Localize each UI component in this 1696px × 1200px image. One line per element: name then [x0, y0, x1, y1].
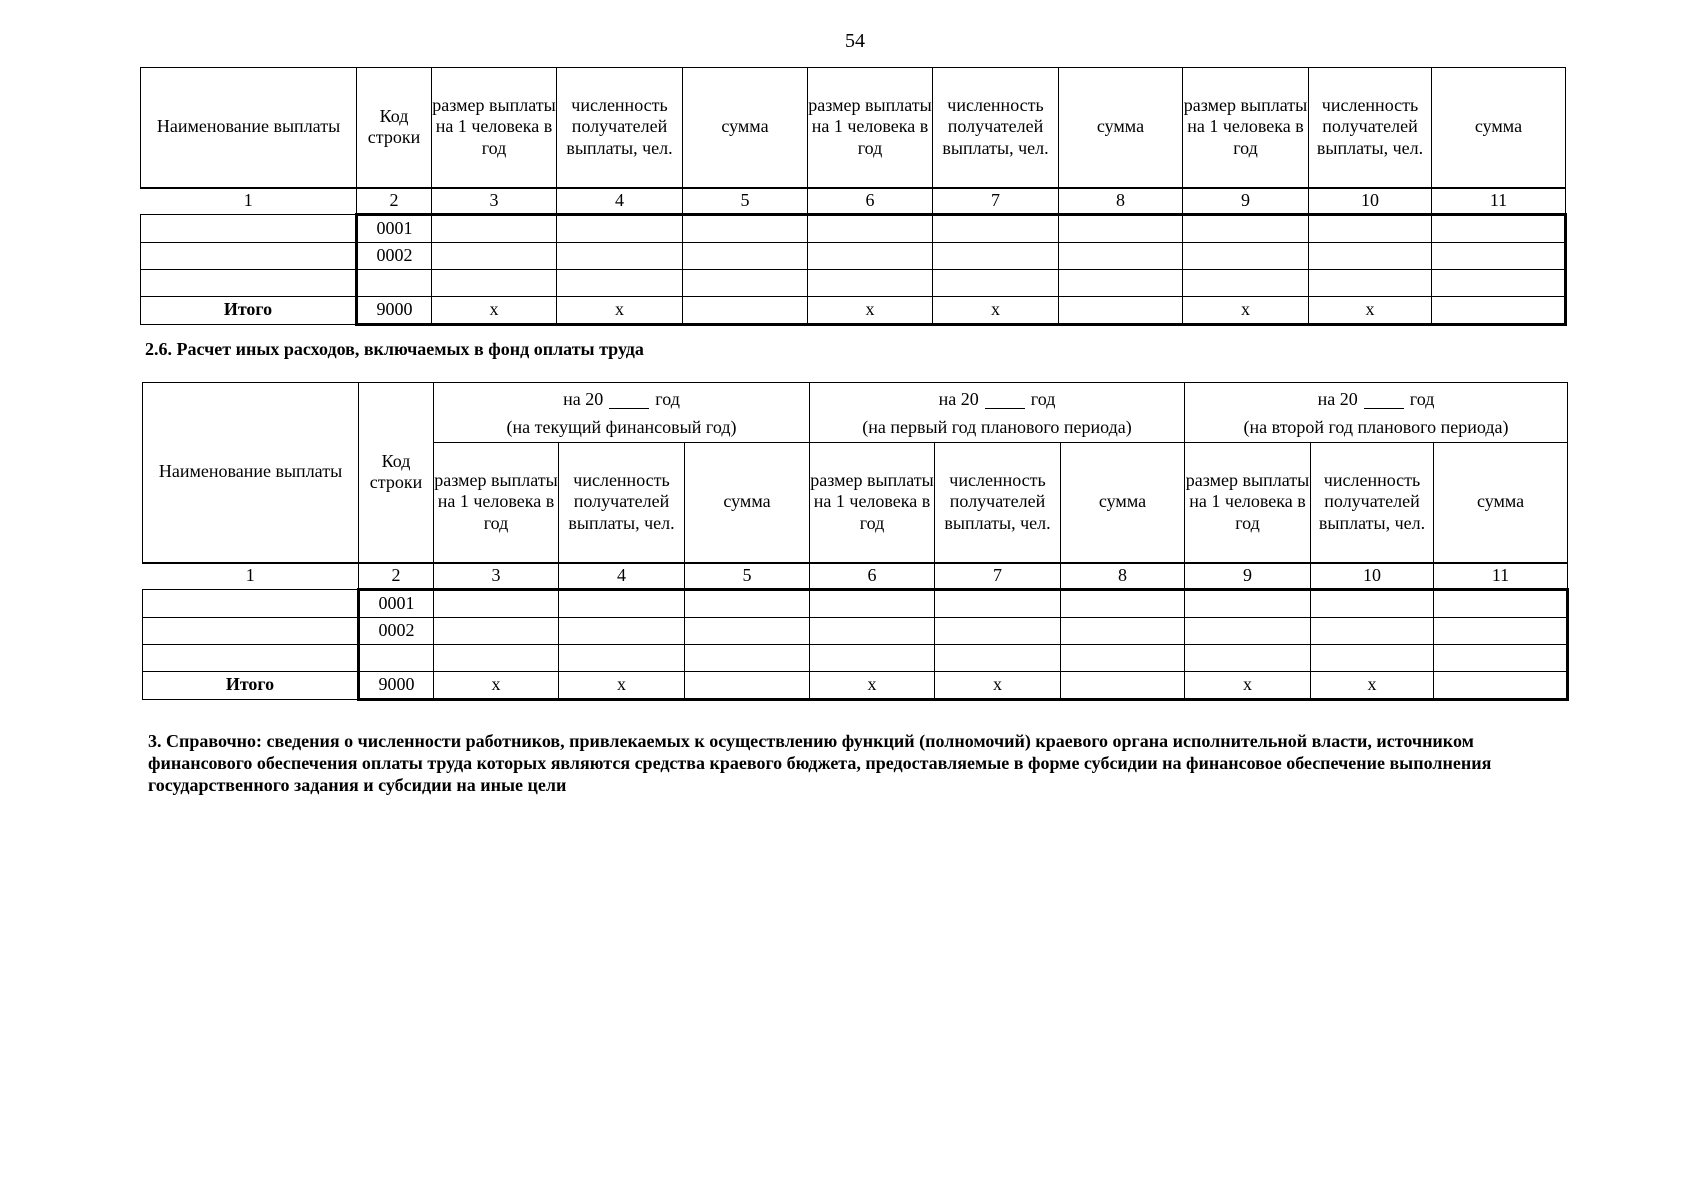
data-cell[interactable]: [1309, 242, 1432, 269]
column-header-recipients: численность получателей выплаты, чел.: [1309, 68, 1432, 188]
data-cell[interactable]: [557, 214, 683, 242]
payment-name-cell[interactable]: [141, 214, 357, 242]
period-header-row: [143, 383, 1568, 443]
data-cell[interactable]: [432, 269, 557, 296]
data-cell[interactable]: [1434, 589, 1568, 617]
x-mark: x: [1309, 296, 1432, 324]
payment-name-cell[interactable]: [141, 269, 357, 296]
column-number: 11: [1432, 188, 1566, 215]
column-number: 9: [1185, 563, 1311, 590]
data-cell[interactable]: [933, 269, 1059, 296]
column-number: 4: [557, 188, 683, 215]
column-number: 6: [808, 188, 933, 215]
x-mark: x: [810, 671, 935, 699]
data-cell[interactable]: [434, 589, 559, 617]
x-mark: x: [434, 671, 559, 699]
data-cell[interactable]: [1061, 644, 1185, 671]
data-cell[interactable]: [557, 269, 683, 296]
column-number: 1: [143, 563, 359, 590]
payment-name-cell[interactable]: [141, 242, 357, 269]
column-number: 8: [1059, 188, 1183, 215]
period-year-prefix: на 20: [1317, 388, 1358, 409]
data-cell[interactable]: [1432, 214, 1566, 242]
data-cell[interactable]: [1185, 644, 1311, 671]
data-cell[interactable]: [933, 214, 1059, 242]
x-mark: x: [935, 671, 1061, 699]
column-header-rate: размер выплаты на 1 человека в год: [434, 443, 559, 563]
data-cell[interactable]: [935, 589, 1061, 617]
column-header-sum: сумма: [1061, 443, 1185, 563]
data-cell[interactable]: [810, 644, 935, 671]
data-cell[interactable]: [935, 617, 1061, 644]
year-blank[interactable]: [985, 392, 1025, 409]
x-mark: x: [432, 296, 557, 324]
x-mark: x: [1185, 671, 1311, 699]
column-number: 7: [935, 563, 1061, 590]
data-cell[interactable]: [1183, 269, 1309, 296]
table-row: [143, 617, 1568, 644]
total-row: [141, 296, 1566, 324]
column-header-recipients: численность получателей выплаты, чел.: [933, 68, 1059, 188]
data-cell[interactable]: [1432, 269, 1566, 296]
data-cell[interactable]: [1185, 617, 1311, 644]
column-header-sum: сумма: [1434, 443, 1568, 563]
data-cell[interactable]: [685, 617, 810, 644]
x-mark: x: [808, 296, 933, 324]
column-header-recipients: численность получателей выплаты, чел.: [935, 443, 1061, 563]
column-number: 2: [359, 563, 434, 590]
data-cell[interactable]: [559, 617, 685, 644]
section-2-6-title: 2.6. Расчет иных расходов, включаемых в фонд оплаты труда: [145, 339, 644, 359]
column-header-recipients: численность получателей выплаты, чел.: [1311, 443, 1434, 563]
total-sum-cell[interactable]: [1061, 671, 1185, 699]
payment-name-cell[interactable]: [143, 589, 359, 617]
column-header-sum: сумма: [1432, 68, 1566, 188]
total-sum-cell[interactable]: [683, 296, 808, 324]
total-sum-cell[interactable]: [1432, 296, 1566, 324]
column-number: 6: [810, 563, 935, 590]
data-cell[interactable]: [1185, 589, 1311, 617]
column-header-code: Код строки: [357, 68, 432, 188]
column-number: 5: [685, 563, 810, 590]
data-cell[interactable]: [1311, 617, 1434, 644]
total-sum-cell[interactable]: [1434, 671, 1568, 699]
column-header-sum: сумма: [685, 443, 810, 563]
data-cell[interactable]: [935, 644, 1061, 671]
period-year-prefix: на 20: [563, 388, 604, 409]
column-number: 11: [1434, 563, 1568, 590]
data-cell[interactable]: [434, 617, 559, 644]
period-subtitle: (на первый год планового периода): [862, 416, 1132, 437]
period-subtitle: (на второй год планового периода): [1243, 416, 1509, 437]
data-cell[interactable]: [1061, 589, 1185, 617]
data-cell[interactable]: [1309, 214, 1432, 242]
table-row: [141, 242, 1566, 269]
data-cell[interactable]: [1311, 589, 1434, 617]
table-row: [143, 644, 1568, 671]
period-header-first-plan: [810, 383, 1185, 443]
column-header-rate: размер выплаты на 1 человека в год: [1185, 443, 1311, 563]
table-header-row: [141, 68, 1566, 188]
total-label: Итого: [143, 671, 359, 699]
column-number: 9: [1183, 188, 1309, 215]
table-row: [141, 269, 1566, 296]
column-number: 10: [1309, 188, 1432, 215]
column-header-recipients: численность получателей выплаты, чел.: [559, 443, 685, 563]
total-sum-cell[interactable]: [1059, 296, 1183, 324]
column-header-recipients: численность получателей выплаты, чел.: [557, 68, 683, 188]
period-subtitle: (на текущий финансовый год): [506, 416, 737, 437]
data-cell[interactable]: [1311, 644, 1434, 671]
data-cell[interactable]: [557, 242, 683, 269]
period-year-suffix: год: [655, 388, 680, 409]
total-sum-cell[interactable]: [685, 671, 810, 699]
column-number: 7: [933, 188, 1059, 215]
page-number: 54: [845, 30, 865, 52]
data-cell[interactable]: [434, 644, 559, 671]
column-number: 3: [432, 188, 557, 215]
x-mark: x: [1183, 296, 1309, 324]
period-year-suffix: год: [1409, 388, 1435, 409]
column-number: 1: [141, 188, 357, 215]
payments-table-continued: [140, 67, 1567, 326]
column-number-row: [141, 188, 1566, 215]
data-cell[interactable]: [1059, 242, 1183, 269]
data-cell[interactable]: [1183, 242, 1309, 269]
data-cell[interactable]: [683, 242, 808, 269]
data-cell[interactable]: [808, 214, 933, 242]
column-header-rate: размер выплаты на 1 человека в год: [432, 68, 557, 188]
column-number: 2: [357, 188, 432, 215]
column-number: 8: [1061, 563, 1185, 590]
data-cell[interactable]: [933, 242, 1059, 269]
other-expenses-table: [142, 382, 1569, 701]
data-cell[interactable]: [1432, 242, 1566, 269]
data-cell[interactable]: [1434, 644, 1568, 671]
year-blank[interactable]: [609, 392, 649, 409]
total-code: 9000: [357, 296, 432, 324]
row-code-cell: [357, 269, 432, 296]
row-code-cell: 0001: [357, 214, 432, 242]
column-header-sum: сумма: [1059, 68, 1183, 188]
column-header-rate: размер выплаты на 1 человека в год: [808, 68, 933, 188]
data-cell[interactable]: [1061, 617, 1185, 644]
column-header-code: Код строки: [359, 383, 434, 563]
total-label: Итого: [141, 296, 357, 324]
data-cell[interactable]: [559, 644, 685, 671]
row-code-cell: 0001: [359, 589, 434, 617]
data-cell[interactable]: [559, 589, 685, 617]
data-cell[interactable]: [683, 214, 808, 242]
total-code: 9000: [359, 671, 434, 699]
period-header-current: [434, 383, 810, 443]
table-row: [141, 214, 1566, 242]
payment-name-cell[interactable]: [143, 644, 359, 671]
row-code-cell: [359, 644, 434, 671]
column-header-name: Наименование выплаты: [143, 383, 359, 563]
payment-name-cell[interactable]: [143, 617, 359, 644]
column-header-rate: размер выплаты на 1 человека в год: [1183, 68, 1309, 188]
data-cell[interactable]: [810, 617, 935, 644]
row-code-cell: 0002: [357, 242, 432, 269]
table-row: [143, 589, 1568, 617]
column-number: 3: [434, 563, 559, 590]
data-cell[interactable]: [808, 242, 933, 269]
column-number: 4: [559, 563, 685, 590]
column-number: 10: [1311, 563, 1434, 590]
column-header-sum: сумма: [683, 68, 808, 188]
total-row: [143, 671, 1568, 699]
period-header-second-plan: [1185, 383, 1568, 443]
x-mark: x: [933, 296, 1059, 324]
data-cell[interactable]: [1434, 617, 1568, 644]
year-blank[interactable]: [1364, 392, 1404, 409]
data-cell[interactable]: [683, 269, 808, 296]
data-cell[interactable]: [1309, 269, 1432, 296]
data-cell[interactable]: [432, 214, 557, 242]
period-year-prefix: на 20: [938, 388, 979, 409]
data-cell[interactable]: [1183, 214, 1309, 242]
column-number: 5: [683, 188, 808, 215]
x-mark: x: [557, 296, 683, 324]
data-cell[interactable]: [685, 644, 810, 671]
x-mark: x: [559, 671, 685, 699]
data-cell[interactable]: [432, 242, 557, 269]
data-cell[interactable]: [808, 269, 933, 296]
x-mark: x: [1311, 671, 1434, 699]
data-cell[interactable]: [810, 589, 935, 617]
column-number-row: [143, 563, 1568, 590]
column-header-rate: размер выплаты на 1 человека в год: [810, 443, 935, 563]
row-code-cell: 0002: [359, 617, 434, 644]
period-year-suffix: год: [1030, 388, 1056, 409]
data-cell[interactable]: [1059, 214, 1183, 242]
reference-note-section-3: 3. Справочно: сведения о численности работников, привлекаемых к осуществлению функций (полномочий) краевого органа исполнительной власти, источником финансового обеспечения оплаты труда которых являются средства краевого бюджета, предоставляемые в форме субсидии на финансовое обеспечение выполнения государственного задания и субсидии на иные цели: [148, 731, 1492, 795]
data-cell[interactable]: [685, 589, 810, 617]
column-header-name: Наименование выплаты: [141, 68, 357, 188]
data-cell[interactable]: [1059, 269, 1183, 296]
